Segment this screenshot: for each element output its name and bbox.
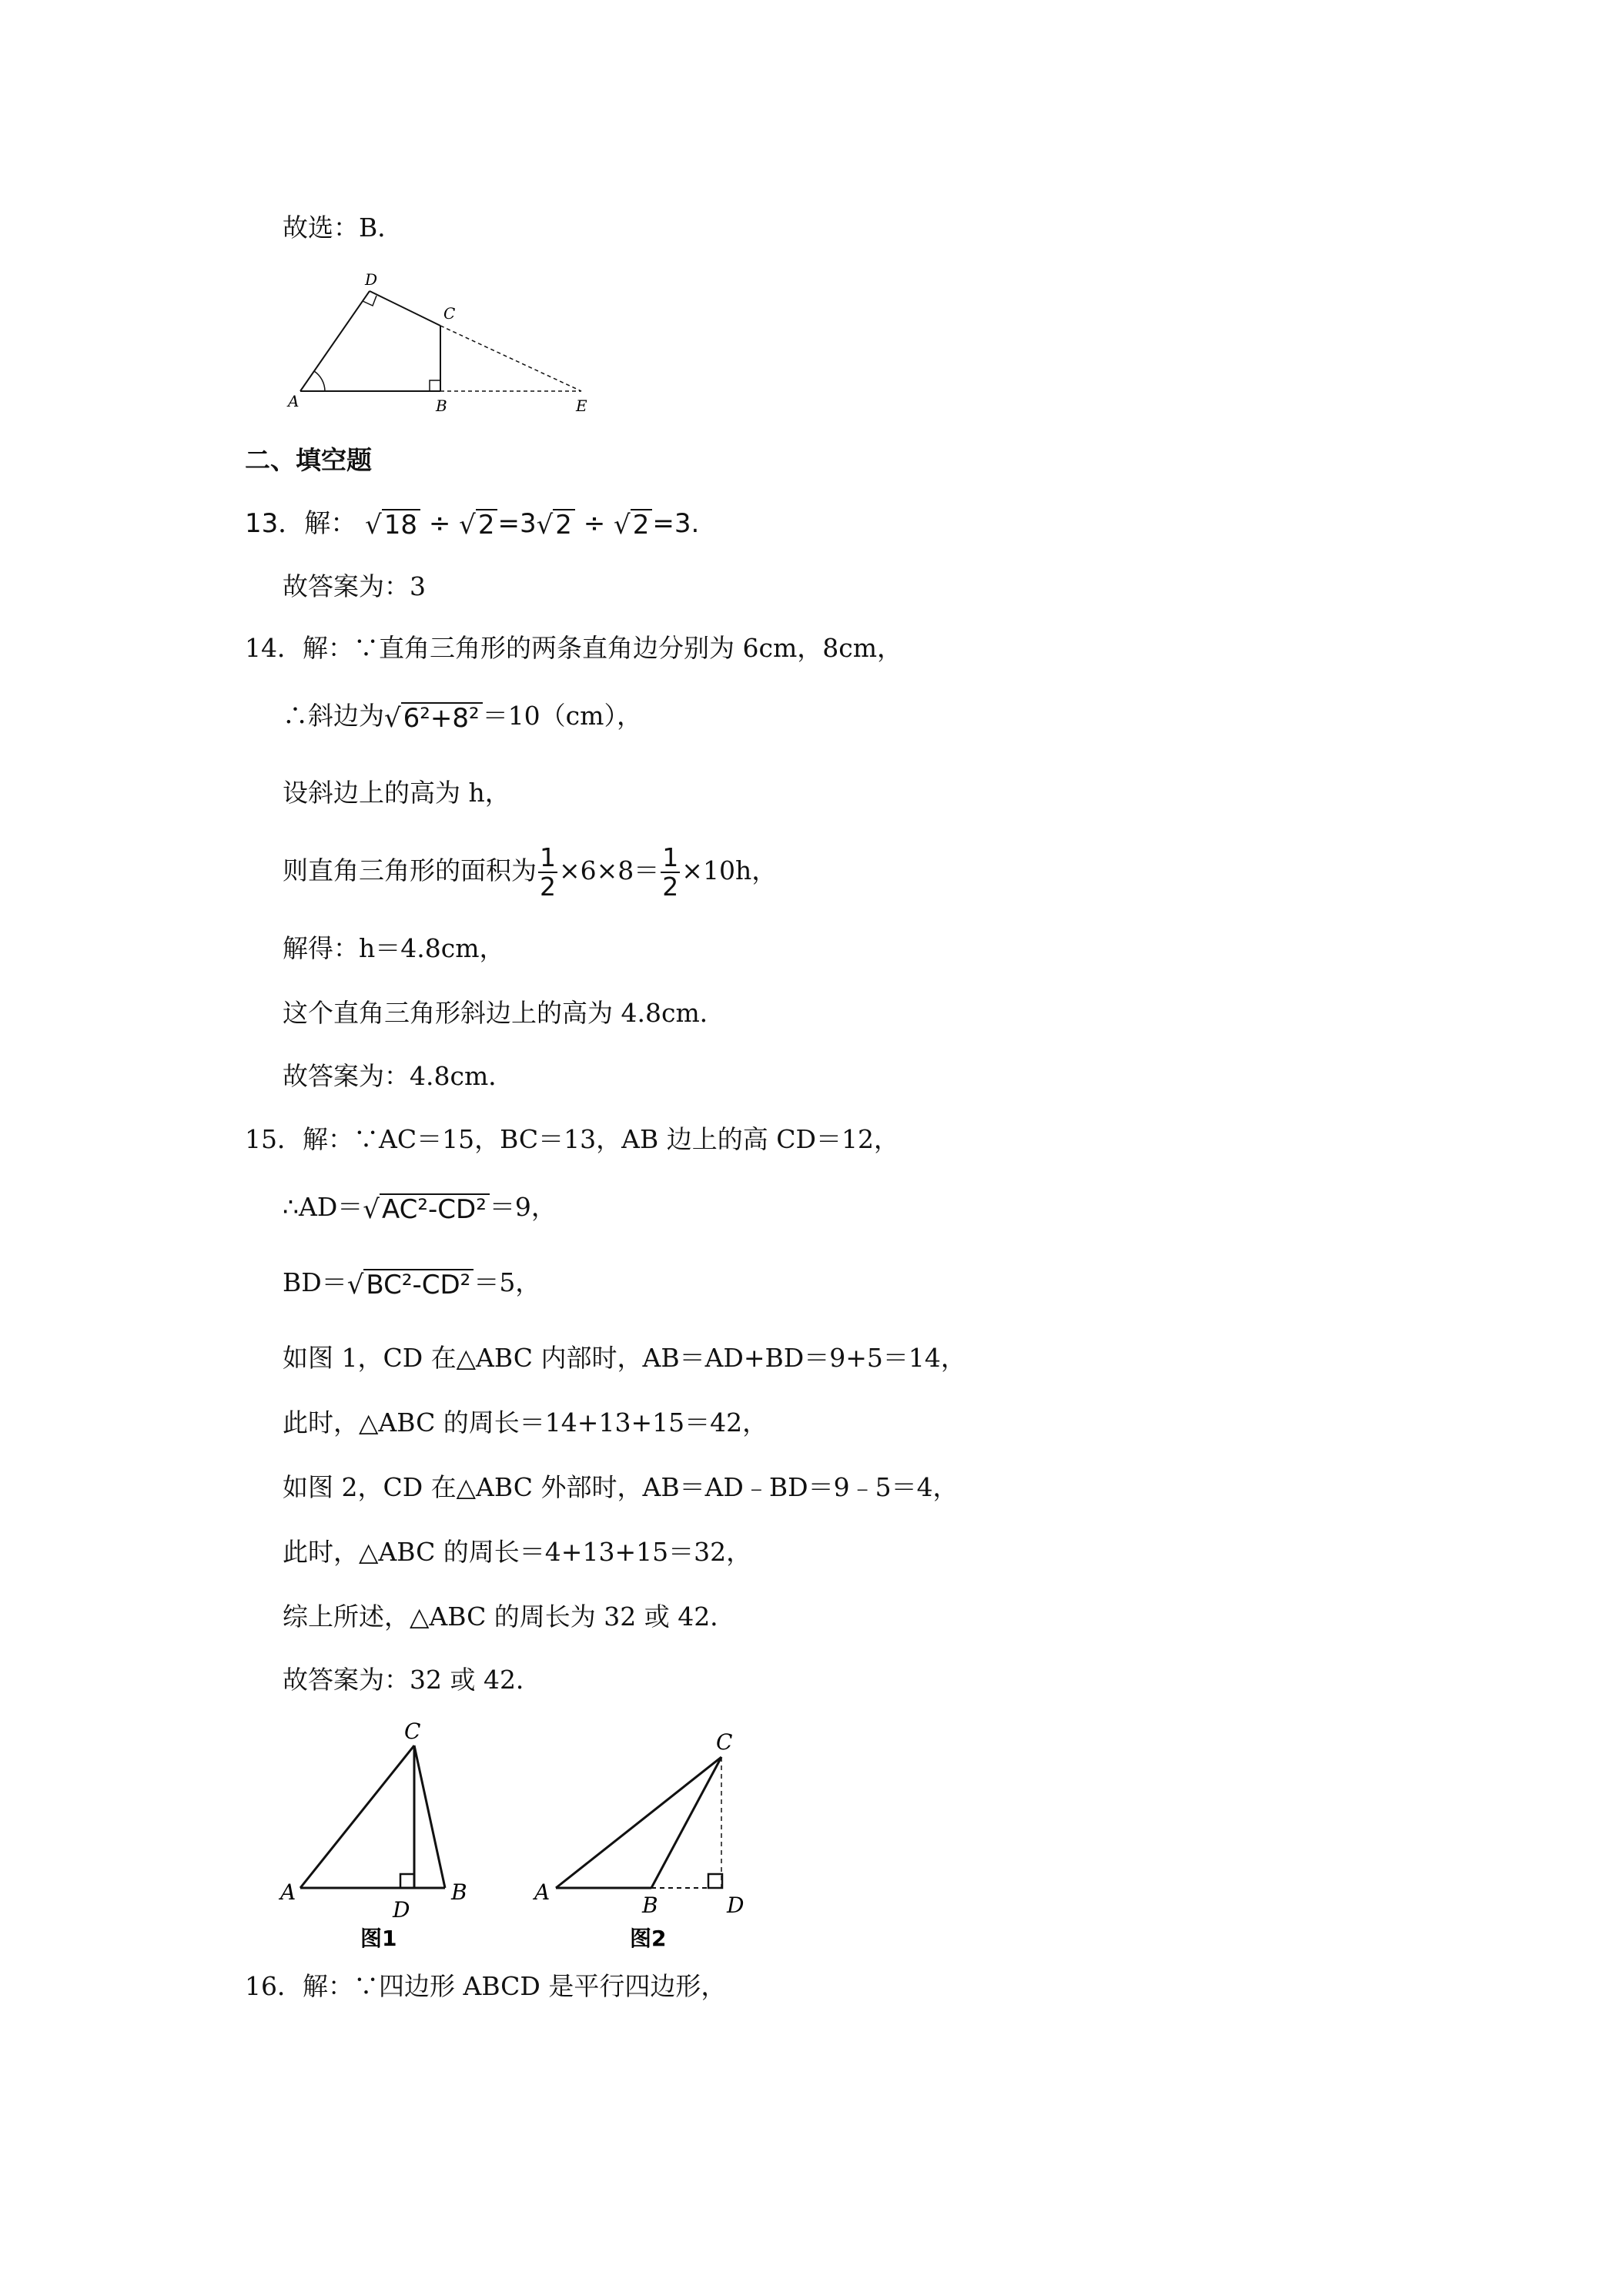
- fig2-label-C: C: [716, 1729, 733, 1755]
- q14-line6: 这个直角三角形斜边上的高为 4.8cm．: [283, 998, 725, 1028]
- fraction-half-2: $\frac{1}{2}$: [662, 842, 679, 902]
- sqrt-hyp: √6²+8²: [384, 702, 483, 734]
- fig2-caption: 图2: [630, 1926, 667, 1951]
- sqrt-ad: √AC²-CD²: [363, 1193, 490, 1225]
- sqrt-18: √18: [365, 509, 420, 541]
- label-A: A: [288, 392, 300, 410]
- fig2-label-B: B: [642, 1893, 658, 1918]
- q16-text1: 解：∵四边形 ABCD 是平行四边形，: [303, 1971, 727, 2001]
- q14-number: 14．: [245, 633, 303, 663]
- q14-line4-pre: 则直角三角形的面积为: [283, 855, 537, 885]
- q14-line2: [283, 701, 642, 734]
- fig1-label-D: D: [393, 1897, 410, 1923]
- fig1-label-B: B: [451, 1879, 467, 1905]
- q14-line2-post: ＝10（cm），: [482, 701, 642, 731]
- sqrt-2b: √2: [537, 509, 575, 541]
- divide-sign: ÷: [428, 508, 451, 539]
- q13-answer: 故答案为：3: [283, 571, 426, 601]
- q15-line3: [283, 1267, 540, 1300]
- result-3: =3.: [652, 508, 700, 539]
- q13-line1: [245, 508, 699, 541]
- divide-sign-2: ÷: [583, 508, 606, 539]
- q14-line1: [245, 633, 902, 664]
- q15-line2-post: ＝9，: [489, 1192, 557, 1222]
- q14-text1: 解：∵直角三角形的两条直角边分别为 6cm，8cm，: [303, 633, 903, 663]
- q15-line6: 如图 2，CD 在△ABC 外部时，AB＝AD﹣BD＝9﹣5＝4，: [283, 1472, 959, 1502]
- q12-answer: 故选：B．: [283, 213, 403, 243]
- q15-figures: [277, 1711, 770, 1957]
- sqrt-bd: √BC²-CD²: [347, 1269, 474, 1300]
- label-E: E: [576, 397, 587, 415]
- label-C: C: [443, 304, 456, 323]
- q15-answer: 故答案为：32 或 42．: [283, 1665, 541, 1695]
- q15-line4: 如图 1，CD 在△ABC 内部时，AB＝AD+BD＝9+5＝14，: [283, 1343, 966, 1373]
- fraction-half-1: $\frac{1}{2}$: [540, 842, 556, 902]
- q14-line4-mid: ×6×8＝: [559, 855, 660, 885]
- q14-line3: 设斜边上的高为 h，: [283, 778, 510, 808]
- q15-line1: [245, 1124, 899, 1155]
- section-heading: 二、填空题: [245, 445, 372, 475]
- q15-line7: 此时，△ABC 的周长＝4+13+15＝32，: [283, 1537, 752, 1567]
- q13-jie: 解：: [304, 508, 357, 539]
- q16-number: 16．: [245, 1971, 303, 2001]
- fig1-caption: 图1: [360, 1926, 397, 1951]
- q14-line2-pre: ∴斜边为: [283, 701, 384, 731]
- equals-3: =3: [497, 508, 537, 539]
- fig2-label-A: A: [534, 1879, 550, 1905]
- figure-2: [532, 1729, 744, 1951]
- q14-line5: 解得：h＝4.8cm，: [283, 933, 505, 963]
- q15-text1: 解：∵AC＝15，BC＝13，AB 边上的高 CD＝12，: [303, 1124, 899, 1154]
- q12-figure: [285, 263, 601, 417]
- figure-1: [278, 1719, 467, 1951]
- q15-line5: 此时，△ABC 的周长＝14+13+15＝42，: [283, 1407, 768, 1438]
- q14-line4: [283, 844, 777, 901]
- q13-number: 13．: [245, 508, 305, 539]
- label-D: D: [365, 270, 378, 289]
- q14-answer: 故答案为：4.8cm．: [283, 1061, 514, 1091]
- q16-line1: [245, 1971, 726, 2002]
- fig1-label-C: C: [404, 1719, 421, 1744]
- label-B: B: [436, 397, 447, 415]
- q15-line3-pre: BD＝: [283, 1267, 347, 1297]
- q14-line4-post: ×10h，: [681, 855, 778, 885]
- q15-number: 15．: [245, 1124, 303, 1154]
- fig1-label-A: A: [280, 1879, 296, 1905]
- sqrt-2c: √2: [614, 509, 652, 541]
- q15-line3-post: ＝5，: [474, 1267, 541, 1297]
- fig2-label-D: D: [727, 1893, 745, 1918]
- q15-line2-pre: ∴AD＝: [283, 1192, 363, 1222]
- sqrt-2a: √2: [459, 509, 497, 541]
- q15-line8: 综上所述，△ABC 的周长为 32 或 42．: [283, 1602, 736, 1632]
- q15-line2: [283, 1192, 557, 1225]
